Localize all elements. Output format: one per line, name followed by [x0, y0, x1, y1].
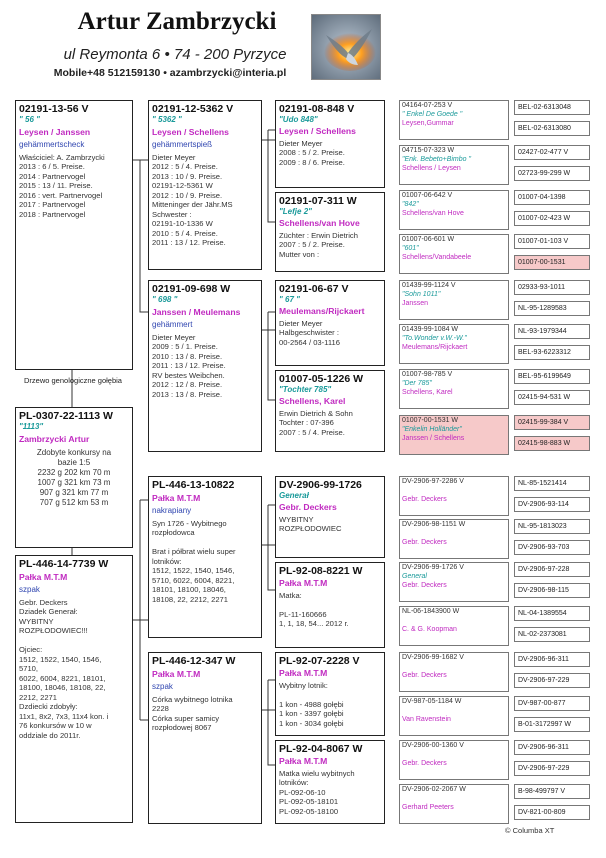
pigeon-owner: Schellens, Karel: [279, 396, 346, 407]
pigeon-nick: " 67 ": [279, 295, 300, 305]
detail-line: [19, 636, 129, 645]
ancestor-ring-gen5[interactable]: BEL-02-6313080: [514, 121, 590, 136]
father-nick: " 56 ": [19, 115, 40, 125]
detail-line: Erwin Dietrich & Sohn: [279, 408, 353, 418]
father-details: [19, 153, 129, 219]
pigeon-ring: NL-06-1843900 W: [402, 608, 460, 615]
pigeon-owner: Schellens / Leysen: [402, 164, 461, 172]
pigeon-ring: PL-446-12-347 W: [152, 655, 236, 667]
mother-card[interactable]: [15, 555, 133, 823]
pigeon-ring: 02191-08-848 V: [279, 103, 355, 115]
software-credit: © Columba XT: [505, 826, 555, 835]
detail-line: Schwester :: [152, 209, 192, 219]
ancestor-card-gen4[interactable]: [399, 696, 509, 736]
pigeon-owner: C. & G. Koopman: [402, 625, 457, 633]
pigeon-details: [152, 695, 258, 733]
ancestor-card-gen4[interactable]: [399, 562, 509, 602]
ancestor-ring-gen5[interactable]: 01007-04-1398: [514, 190, 590, 205]
pigeon-details: [279, 515, 381, 534]
ancestor-card-gen4[interactable]: [399, 415, 509, 455]
father-card[interactable]: [15, 100, 133, 370]
pigeon-nick: [402, 530, 506, 539]
pigeon-owner: Schellens, Karel: [402, 388, 453, 396]
detail-line: 2007 : 5 / 2. Preise.: [279, 240, 345, 250]
pigeon-nick: " 5362 ": [152, 115, 182, 125]
ancestor-ring-gen5[interactable]: NL-95-1289583: [514, 301, 590, 316]
pigeon-owner: Pałka M.T.M: [279, 668, 328, 679]
pigeon-ring: 01439-99-1084 W: [402, 326, 459, 333]
detail-line: 1, 1, 18, 54... 2012 r.: [279, 619, 349, 629]
pigeon-ring: 01007-05-1226 W: [279, 373, 364, 385]
pigeon-ring: DV-2906-02-2067 W: [402, 786, 466, 793]
detail-line: 1512, 1522, 1540, 1546,: [19, 654, 102, 664]
pigeon-ring: 04715-07-323 W: [402, 147, 455, 154]
detail-line: Matka wielu wybitnych: [279, 768, 355, 778]
detail-line: [279, 690, 381, 699]
pigeon-ring: DV-2906-00-1360 V: [402, 742, 464, 749]
parent-card-gen2[interactable]: [148, 652, 262, 824]
ancestor-card-gen4[interactable]: [399, 369, 509, 409]
detail-line: RV bestes Weibchen.: [152, 370, 225, 380]
ancestor-ring-gen5[interactable]: NL-02-2373081: [514, 627, 590, 642]
ancestor-card-gen4[interactable]: [399, 324, 509, 364]
pigeon-details: [279, 591, 381, 629]
pigeon-ring: 01007-98-785 V: [402, 371, 453, 378]
pigeon-owner: Schellens/Vandabeele: [402, 253, 472, 261]
grandparent-card-gen3[interactable]: [275, 280, 385, 366]
pigeon-ring: 01007-00-1531 W: [402, 417, 459, 424]
pigeon-owner: Pałka M.T.M: [279, 756, 328, 767]
ancestor-ring-gen5[interactable]: DV-2906-97-229: [514, 673, 590, 688]
detail-line: Właściciel: A. Zambrzycki: [19, 152, 105, 162]
detail-line: PL-092-05-18101: [279, 797, 339, 807]
pigeon-owner: Leysen,Gummar: [402, 119, 454, 127]
pigeon-nick: "Lefje 2": [279, 207, 312, 217]
pigeon-nick: [402, 751, 506, 760]
ancestor-ring-gen5[interactable]: BEL-02-6313048: [514, 100, 590, 115]
detail-line: ROZPŁODOWIEC!!!: [19, 626, 88, 636]
pigeon-nick: "Sohn 1011": [402, 290, 441, 298]
pigeon-owner: Leysen / Schellens: [152, 127, 229, 138]
subject-details: [19, 448, 129, 508]
subject-ring: PL-0307-22-1113 W: [19, 410, 113, 422]
detail-line: 1007 g 321 km 73 m: [37, 477, 111, 487]
pigeon-owner: Meulemans/Rijckaert: [402, 343, 468, 351]
pigeon-nick: [402, 663, 506, 672]
detail-line: 1512, 1522, 1540, 1546,: [152, 566, 235, 576]
detail-line: 2232 g 202 km 70 m: [37, 467, 111, 477]
pigeon-owner: Gebr. Deckers: [279, 502, 337, 513]
detail-line: 907 g 321 km 77 m: [39, 487, 109, 497]
pigeon-owner: Meulemans/Rijckaert: [279, 306, 365, 317]
pigeon-owner: Pałka M.T.M: [152, 669, 201, 680]
pigeon-nick: "To.Wonder v.W.-W.": [402, 334, 467, 342]
detail-line: Halbgeschwister :: [279, 328, 339, 338]
pigeon-color: gehämmertspieß: [152, 139, 213, 149]
detail-line: 2228: [152, 704, 169, 714]
pigeon-owner: Janssen / Meulemans: [152, 307, 241, 318]
ancestor-card-gen4[interactable]: [399, 100, 509, 140]
detail-line: Mitteninger der Jähr.MS: [152, 200, 233, 210]
ancestor-card-gen4[interactable]: [399, 606, 509, 646]
subject-card[interactable]: [15, 407, 133, 548]
pigeon-nick: " 698 ": [152, 295, 178, 305]
mother-owner: Pałka M.T.M: [19, 572, 68, 583]
pigeon-owner: Gebr. Deckers: [402, 671, 447, 679]
detail-line: 2017 : Partnervogel: [19, 200, 86, 210]
ancestor-card-gen4[interactable]: [399, 190, 509, 230]
subject-owner: Zambrzycki Artur: [19, 434, 90, 445]
pigeon-ring: DV-987-05-1184 W: [402, 698, 462, 705]
detail-line: 1 kon - 3034 gołębi: [279, 718, 344, 728]
ancestor-card-gen4[interactable]: [399, 784, 509, 824]
pigeon-nick: "Udo 848": [279, 115, 318, 125]
pigeon-nick: [402, 795, 506, 804]
detail-line: lotników:: [152, 556, 182, 566]
pigeon-owner: Janssen: [402, 299, 429, 307]
detail-line: 2012 : 12 / 8. Preise.: [152, 380, 223, 390]
pigeon-ring: 01439-99-1124 V: [402, 282, 456, 289]
breeder-name: Artur Zambrzycki: [77, 8, 277, 35]
detail-line: 2010 : 5 / 4. Preise.: [152, 228, 218, 238]
genealogy-note: Drzewo genologiczne gołębia: [24, 376, 122, 385]
breeder-contact: Mobile+48 512159130 • azambrzycki@interia.pl: [53, 67, 287, 79]
pigeon-nick: [402, 487, 506, 496]
pigeon-nick: "Enk. Bebeto+Bimbo ": [402, 155, 471, 163]
detail-line: PL-092-06-10: [279, 787, 326, 797]
grandparent-card-gen3[interactable]: [275, 562, 385, 648]
pigeon-ring: 02191-12-5362 V: [152, 103, 234, 115]
pigeon-nick: General: [402, 572, 427, 580]
parent-card-gen2[interactable]: [148, 476, 262, 638]
pigeon-ring: 01007-06-601 W: [402, 236, 455, 243]
ancestor-ring-gen5[interactable]: NL-85-1521414: [514, 476, 590, 491]
detail-line: 00-2564 / 03-1116: [279, 337, 340, 347]
detail-line: 2007 : 5 / 4. Preise.: [279, 427, 345, 437]
detail-line: Dieter Meyer: [152, 332, 196, 342]
detail-line: Tochter : 07-396: [279, 418, 334, 428]
pigeon-color: szpak: [152, 681, 173, 691]
detail-line: 2018 : Partnervogel: [19, 209, 86, 219]
ancestor-card-gen4[interactable]: [399, 652, 509, 692]
detail-line: Brat i półbrat wielu super: [152, 547, 236, 557]
pigeon-details: [279, 231, 381, 259]
detail-line: 11x1, 8x2, 7x3, 11x4 kon. i: [19, 711, 109, 721]
detail-line: 707 g 512 km 53 m: [39, 497, 109, 507]
ancestor-card-gen4[interactable]: [399, 280, 509, 320]
pigeon-details: [152, 153, 258, 248]
pigeon-ring: DV-2906-98-1151 W: [402, 521, 466, 528]
mother-details: [19, 598, 129, 740]
ancestor-ring-gen5[interactable]: B-01-3172997 W: [514, 717, 590, 732]
ancestor-card-gen4[interactable]: [399, 519, 509, 559]
ancestor-ring-gen5[interactable]: DV-2906-96-311: [514, 652, 590, 667]
detail-line: 02191-12-5361 W: [152, 181, 213, 191]
ancestor-card-gen4[interactable]: [399, 476, 509, 516]
mother-color: szpak: [19, 584, 40, 594]
pigeon-nick: "601": [402, 244, 419, 252]
detail-line: rozpłodowca: [152, 528, 195, 538]
pigeon-nick: "Der 785": [402, 379, 432, 387]
father-ring: 02191-13-56 V: [19, 103, 89, 115]
ancestor-ring-gen5[interactable]: DV-2906-98-115: [514, 583, 590, 598]
pigeon-owner: Gerhard Peeters: [402, 803, 454, 811]
ancestor-ring-gen5[interactable]: NL-95-1813023: [514, 519, 590, 534]
detail-line: 2014 : Partnervogel: [19, 171, 86, 181]
pigeon-ring: 02191-09-698 W: [152, 283, 231, 295]
pigeon-nick: [402, 617, 506, 626]
ancestor-ring-gen5[interactable]: NL-04-1389554: [514, 606, 590, 621]
detail-line: 2010 : 13 / 8. Preise.: [152, 351, 223, 361]
pigeon-details: [279, 681, 381, 728]
pigeon-owner: Gebr. Deckers: [402, 538, 447, 546]
detail-line: 2012 : 5 / 4. Preise.: [152, 162, 218, 172]
ancestor-ring-gen5[interactable]: DV-987-00-877: [514, 696, 590, 711]
pigeon-ring: PL-92-08-8221 W: [279, 565, 363, 577]
pigeon-details: [279, 319, 381, 347]
detail-line: PL-092-05-18100: [279, 806, 339, 816]
detail-line: [152, 538, 258, 547]
pigeon-nick: [402, 707, 506, 716]
detail-line: Dieter Meyer: [279, 318, 323, 328]
pigeon-owner: Schellens/van Hove: [279, 218, 360, 229]
pigeon-details: [279, 409, 381, 437]
grandparent-card-gen3[interactable]: [275, 100, 385, 188]
detail-line: 1 kon - 3397 gołębi: [279, 709, 344, 719]
ancestor-ring-gen5[interactable]: 02723-99-299 W: [514, 166, 590, 181]
detail-line: PL-11-160666: [279, 609, 327, 619]
detail-line: 18108, 22, 2212, 2271: [152, 594, 229, 604]
detail-line: 5710, 6022, 6004, 8221,: [152, 575, 235, 585]
grandparent-card-gen3[interactable]: [275, 370, 385, 452]
pigeon-owner: Gebr. Deckers: [402, 759, 447, 767]
ancestor-ring-gen5[interactable]: 01007-01-103 V: [514, 234, 590, 249]
ancestor-card-gen4[interactable]: [399, 234, 509, 274]
detail-line: 2011 : 13 / 12. Preise.: [152, 361, 226, 371]
detail-line: bazie 1:5: [57, 457, 91, 467]
pigeon-ring: 02191-07-311 W: [279, 195, 357, 207]
detail-line: 2013 : 13 / 8. Preise.: [152, 389, 223, 399]
pigeon-owner: Gebr. Deckers: [402, 581, 447, 589]
pigeon-color: nakrapiany: [152, 505, 192, 515]
mother-ring: PL-446-14-7739 W: [19, 558, 109, 570]
detail-line: 2013 : 6 / 5. Preise.: [19, 162, 85, 172]
ancestor-ring-gen5[interactable]: BEL-93-6223312: [514, 345, 590, 360]
ancestor-ring-gen5[interactable]: DV-2906-93-114: [514, 497, 590, 512]
detail-line: ROZPŁODOWIEC: [279, 524, 342, 534]
detail-line: Syn 1726 - Wybitnego: [152, 518, 227, 528]
pigeon-ring: DV-2906-99-1682 V: [402, 654, 464, 661]
detail-line: Mutter von :: [279, 249, 320, 259]
pigeon-ring: PL-92-07-2228 V: [279, 655, 360, 667]
parent-card-gen2[interactable]: [148, 280, 262, 452]
detail-line: 2212, 2271: [19, 692, 58, 702]
ancestor-ring-gen5[interactable]: DV-2906-97-229: [514, 761, 590, 776]
ancestor-ring-gen5[interactable]: B-98-499797 V: [514, 784, 590, 799]
ancestor-ring-gen5[interactable]: 02415-94-531 W: [514, 390, 590, 405]
pigeon-owner: Pałka M.T.M: [152, 493, 201, 504]
detail-line: [279, 600, 381, 609]
pigeon-ring: 01007-06-642 V: [402, 192, 453, 199]
grandparent-card-gen3[interactable]: [275, 740, 385, 824]
ancestor-ring-gen5[interactable]: 01007-00-1531: [514, 255, 590, 270]
detail-line: 2016 : vert. Partnervogel: [19, 190, 103, 200]
pigeon-nick: "Enkelin Holländer": [402, 425, 462, 433]
pigeon-ring: PL-446-13-10822: [152, 479, 235, 491]
pigeon-ring: 04164-07-253 V: [402, 102, 453, 109]
pigeon-details: [152, 333, 258, 399]
detail-line: Dzdiecki zdobyły:: [19, 702, 78, 712]
detail-line: Córka wybitnego lotnika: [152, 694, 233, 704]
detail-line: lotników:: [279, 778, 309, 788]
ancestor-ring-gen5[interactable]: 02427-02-477 V: [514, 145, 590, 160]
detail-line: 2009 : 5 / 1. Preise.: [152, 342, 218, 352]
pigeon-nick: "Tochter 785": [279, 385, 332, 395]
detail-line: Matka:: [279, 590, 302, 600]
detail-line: 2015 : 13 / 11. Preise.: [19, 181, 93, 191]
ancestor-ring-gen5[interactable]: DV-2906-96-311: [514, 740, 590, 755]
detail-line: Dziadek Generał:: [19, 607, 78, 617]
detail-line: Gebr. Deckers: [19, 597, 68, 607]
breeder-address: ul Reymonta 6 • 74 - 200 Pyrzyce: [63, 46, 287, 63]
detail-line: 2011 : 13 / 12. Preise.: [152, 238, 226, 248]
grandparent-card-gen3[interactable]: [275, 192, 385, 272]
pigeon-owner: Pałka M.T.M: [279, 578, 328, 589]
detail-line: Zdobyte konkursy na: [36, 447, 112, 457]
pigeon-owner: Schellens/van Hove: [402, 209, 464, 217]
pigeon-ring: DV-2906-99-1726: [279, 479, 362, 491]
detail-line: Züchter : Erwin Dietrich: [279, 230, 358, 240]
detail-line: WYBITNY: [279, 514, 314, 524]
detail-line: WYBITNY: [19, 616, 54, 626]
detail-line: oddziale do 2011r.: [19, 730, 81, 740]
detail-line: 76 konkursów w 10 w: [19, 721, 92, 731]
detail-line: 2009 : 8 / 6. Preise.: [279, 157, 345, 167]
pigeon-owner: Janssen / Schellens: [402, 434, 465, 442]
detail-line: Wybitny lotnik:: [279, 680, 328, 690]
detail-line: rozpłodowej 8067: [152, 723, 212, 733]
pigeon-owner: Van Ravenstein: [402, 715, 451, 723]
ancestor-ring-gen5[interactable]: DV-2906-93-703: [514, 540, 590, 555]
ancestor-ring-gen5[interactable]: DV-821-00-809: [514, 805, 590, 820]
detail-line: 02191-10-1336 W: [152, 219, 213, 229]
pigeon-details: [152, 519, 258, 604]
ancestor-ring-gen5[interactable]: BEL-95-6199649: [514, 369, 590, 384]
parent-card-gen2[interactable]: [148, 100, 262, 270]
detail-line: 2008 : 5 / 2. Preise.: [279, 148, 345, 158]
grandparent-card-gen3[interactable]: [275, 476, 385, 558]
detail-line: 2013 : 10 / 9. Preise.: [152, 171, 223, 181]
detail-line: 18100, 18046, 18108, 22,: [19, 683, 106, 693]
ancestor-ring-gen5[interactable]: 02415-99-384 V: [514, 415, 590, 430]
ancestor-ring-gen5[interactable]: 02415-98-883 W: [514, 436, 590, 451]
pigeon-owner: Leysen / Schellens: [279, 126, 356, 137]
ancestor-ring-gen5[interactable]: 02933-93-1011: [514, 280, 590, 295]
father-owner: Leysen / Janssen: [19, 127, 91, 138]
detail-line: Ojciec:: [19, 645, 43, 655]
pigeon-details: [279, 139, 381, 167]
detail-line: Dieter Meyer: [279, 138, 323, 148]
detail-line: 18101, 18100, 18046,: [152, 585, 226, 595]
detail-line: Dieter Meyer: [152, 152, 196, 162]
pigeon-color: gehämmert: [152, 319, 193, 329]
pigeon-ring: PL-92-04-8067 W: [279, 743, 363, 755]
pigeon-details: [279, 769, 381, 816]
detail-line: Córka super samicy: [152, 713, 220, 723]
pigeon-owner: Gebr. Deckers: [402, 495, 447, 503]
detail-line: 1 kon - 4988 gołębi: [279, 699, 344, 709]
father-color: gehämmertscheck: [19, 139, 85, 149]
pigeon-ring: DV-2906-97-2286 V: [402, 478, 464, 485]
subject-nick: "1113": [19, 422, 44, 432]
detail-line: 5710,: [19, 664, 39, 674]
pigeon-nick: " Enkel De Goede ": [402, 110, 463, 118]
pigeon-nick: "842": [402, 200, 419, 208]
detail-line: 2012 : 10 / 9. Preise.: [152, 190, 223, 200]
ancestor-card-gen4[interactable]: [399, 740, 509, 780]
ancestor-ring-gen5[interactable]: 01007-02-423 W: [514, 211, 590, 226]
detail-line: 6022, 6004, 8221, 18101,: [19, 673, 106, 683]
ancestor-card-gen4[interactable]: [399, 145, 509, 185]
pigeon-ring: DV-2906-99-1726 V: [402, 564, 464, 571]
grandparent-card-gen3[interactable]: [275, 652, 385, 736]
ancestor-ring-gen5[interactable]: NL-93-1979344: [514, 324, 590, 339]
pigeon-nick: Generał: [279, 491, 309, 501]
pigeon-ring: 02191-06-67 V: [279, 283, 349, 295]
ancestor-ring-gen5[interactable]: DV-2906-97-228: [514, 562, 590, 577]
